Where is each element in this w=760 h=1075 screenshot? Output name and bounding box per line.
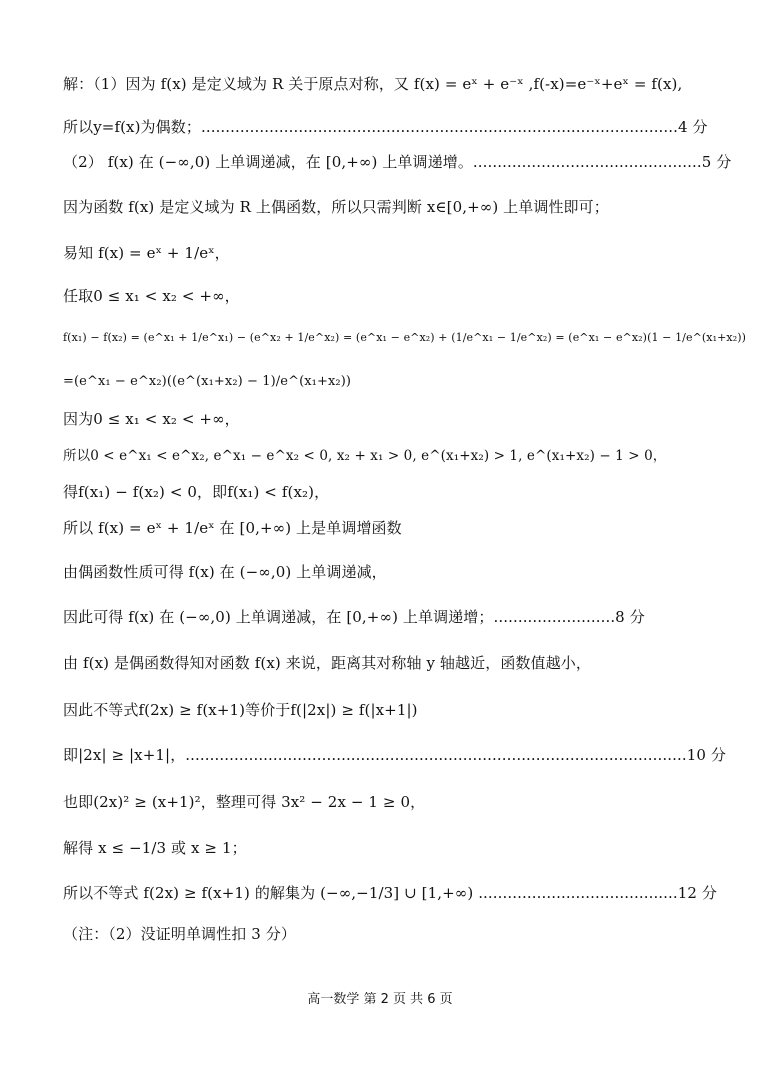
solution-line-6: 任取0 ≤ x₁ < x₂ < +∞， [63,287,240,305]
solution-line-14: 因此可得 f(x) 在 (−∞,0) 上单调递减，在 [0,+∞) 上单调递增；.........................8 分 [63,608,645,626]
solution-line-3: （2） f(x) 在 (−∞,0) 上单调递减，在 [0,+∞) 上单调递增。...............................................5 分 [63,153,732,171]
solution-line-7: f(x₁) − f(x₂) = (e^x₁ + 1/e^x₁) − (e^x₂ + 1/e^x₂) = (e^x₁ − e^x₂) + (1/e^x₁ − 1/e^x₂) = (e^x₁ − e^x₂)(1 − 1/e^(x₁+x₂)) [63,331,747,344]
solution-line-8: =(e^x₁ − e^x₂)((e^(x₁+x₂) − 1)/e^(x₁+x₂)) [63,374,352,389]
grading-note: （注：（2）没证明单调性扣 3 分） [63,925,296,943]
solution-line-10: 所以0 < e^x₁ < e^x₂, e^x₁ − e^x₂ < 0, x₂ + x₁ > 0, e^(x₁+x₂) > 1, e^(x₁+x₂) − 1 > 0， [63,448,667,464]
solution-line-19: 解得 x ≤ −1/3 或 x ≥ 1； [63,839,247,857]
solution-line-20: 所以不等式 f(2x) ≥ f(x+1) 的解集为 (−∞,−1/3] ∪ [1,+∞) .........................................12 分 [63,884,718,902]
solution-line-1: 解：（1）因为 f(x) 是定义域为 R 关于原点对称，又 f(x) = eˣ + e⁻ˣ ,f(-x)=e⁻ˣ+eˣ = f(x), [63,75,683,93]
solution-line-5: 易知 f(x) = eˣ + 1/eˣ， [63,244,230,262]
solution-line-11: 得f(x₁) − f(x₂) < 0，即f(x₁) < f(x₂)， [63,483,330,501]
solution-line-9: 因为0 ≤ x₁ < x₂ < +∞， [63,410,240,428]
solution-line-4: 因为函数 f(x) 是定义域为 R 上偶函数，所以只需判断 x∈[0,+∞) 上单调性即可； [63,198,609,216]
solution-line-18: 也即(2x)² ≥ (x+1)²，整理可得 3x² − 2x − 1 ≥ 0， [63,793,426,811]
solution-line-16: 因此不等式f(2x) ≥ f(x+1)等价于f(|2x|) ≥ f(|x+1|) [63,701,418,719]
solution-line-13: 由偶函数性质可得 f(x) 在 (−∞,0) 上单调递减， [63,563,387,581]
solution-line-17: 即|2x| ≥ |x+1|，.......................................................................................................10 分 [63,746,726,764]
solution-line-15: 由 f(x) 是偶函数得知对函数 f(x) 来说，距离其对称轴 y 轴越近，函数值越小， [63,654,591,672]
page-footer: 高一数学 第 2 页 共 6 页 [307,992,453,1007]
solution-line-12: 所以 f(x) = eˣ + 1/eˣ 在 [0,+∞) 上是单调增函数 [63,519,402,537]
solution-line-2: 所以y=f(x)为偶数；..................................................................................................4 分 [63,118,708,136]
